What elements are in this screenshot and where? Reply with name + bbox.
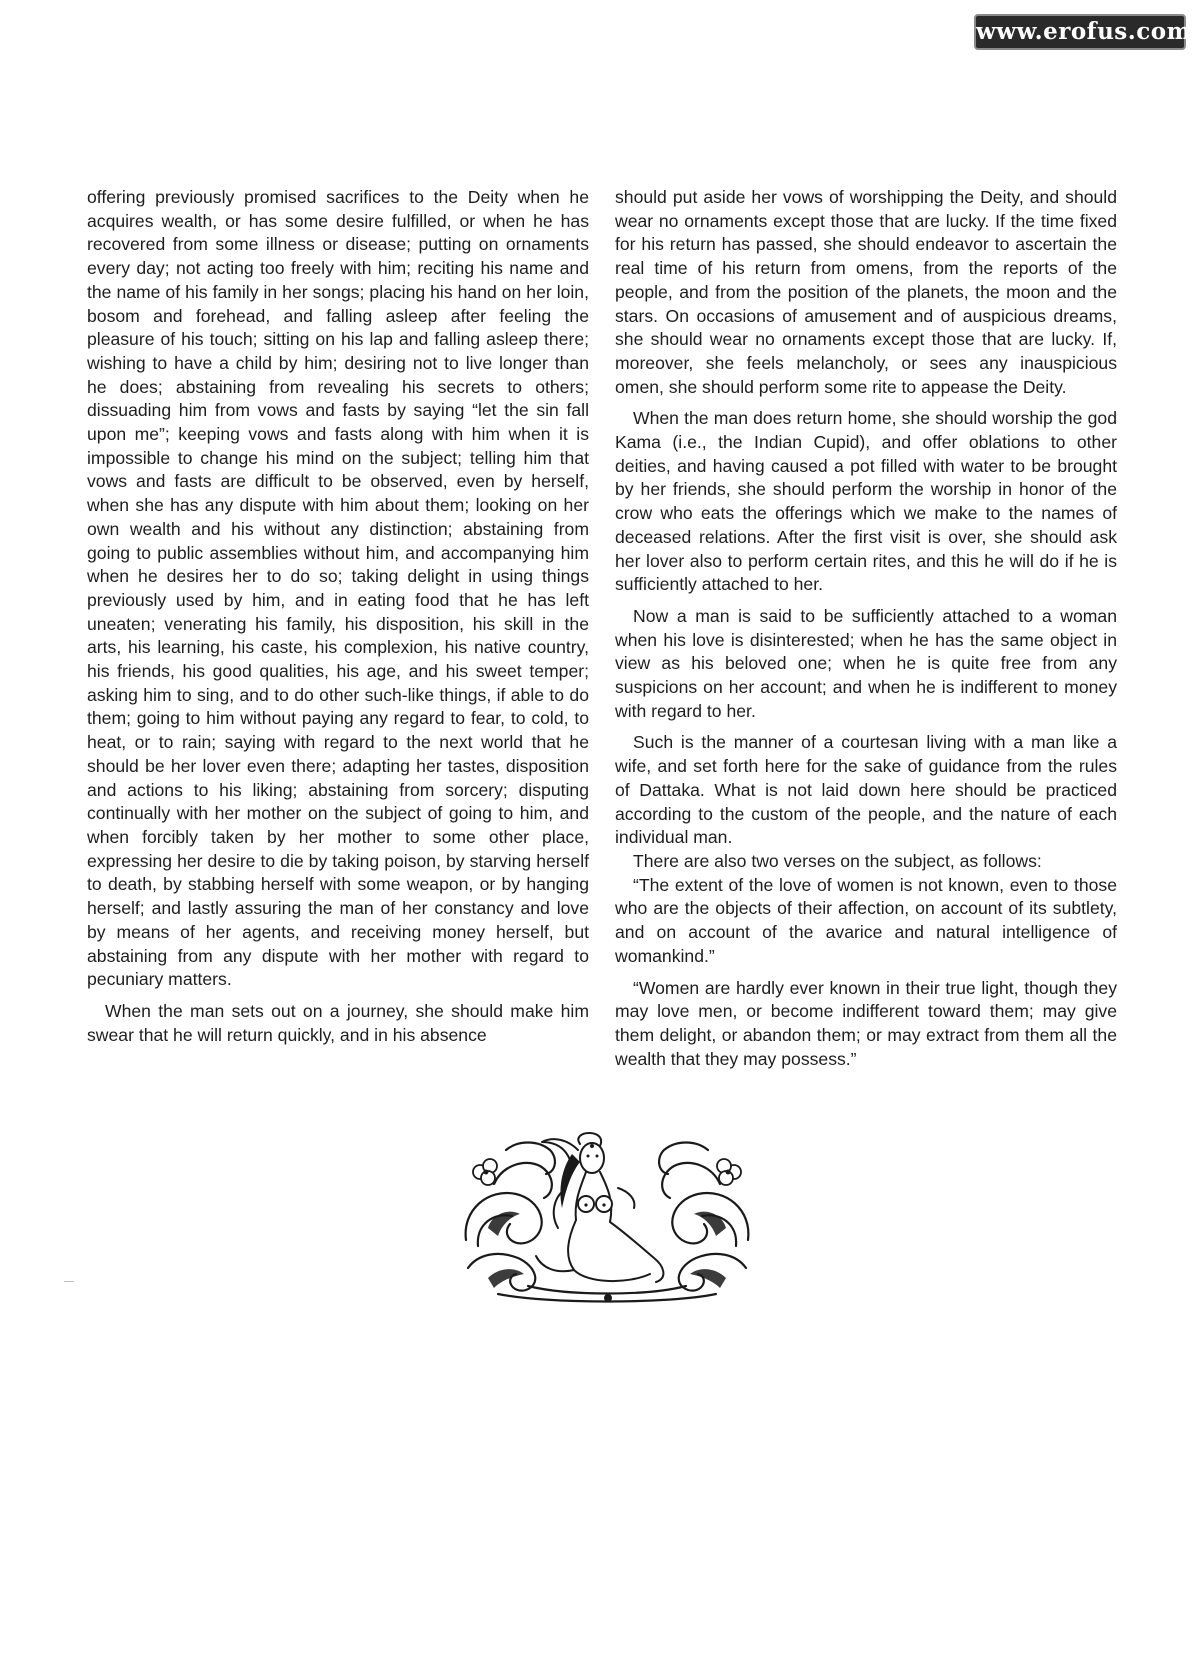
paragraph: “The extent of the love of women is not known, even to those who are the objects of their affection, on account of its subtlety, and on account of the avarice and natural intelligence of womankind.” xyxy=(615,874,1117,966)
paragraph: Such is the manner of a courtesan living with a man like a wife, and set forth here for the sake of guidance from the rules of Dattaka. What is not laid down here should be practiced according to the custom of the people, and the nature of each individual man. xyxy=(615,732,1117,848)
paragraph: When the man sets out on a journey, she should make him swear that he will return quickly, and in his absence xyxy=(87,1000,589,1045)
left-column xyxy=(87,186,589,1055)
paragraph: There are also two verses on the subject, as follows: xyxy=(633,850,1042,871)
paragraph: should put aside her vows of worshipping the Deity, and should wear no ornaments except those that are lucky. If the time fixed for his return has passed, she should endeavor to ascertain the real time of his return from omens, from the reports of the people, and from the position of the planets, the moon and the stars. On occasions of amusement and of auspicious dreams, she should wear no ornaments except those that are lucky. If, moreover, she feels melancholy, or sees any inauspicious omen, she should perform some rite to appease the Deity. xyxy=(615,187,1117,397)
paragraph: offering previously promised sacrifices to the Deity when he acquires wealth, or has some desire fulfilled, or when he has recovered from some illness or disease; putting on ornaments every day; not acting too freely with him; reciting his name and the name of his family in her songs; placing his hand on her loin, bosom and forehead, and falling asleep after feeling the pleasure of his touch; sitting on his lap and falling asleep there; wishing to have a child by him; desiring not to live longer than he does; abstaining from revealing his secrets to others; dissuading him from vows and fasts by saying “let the sin fall upon me”; keeping vows and fasts along with him when it is impossible to change his mind on the subject; telling him that vows and fasts are difficult to be observed, even by herself, when she has any dispute with him about them; looking on her own wealth and his without any distinction; abstaining from going to public assemblies without him, and accompanying him when he desires her to do so; taking delight in using things previously used by him, and in eating food that he has left uneaten; venerating his family, his disposition, his skill in the arts, his learning, his caste, his complexion, his native country, his friends, his good qualities, his age, and his sweet temper; asking him to sing, and to do other such-like things, if able to do them; going to him without paying any regard to fear, to cold, to heat, or to rain; saying with regard to the next world that he should be her lover even there; adapting her tastes, disposition and actions to his liking; abstaining from sorcery; disputing continually with her mother on the subject of going to him, and when forcibly taken by her mother to some other place, expressing her desire to die by taking poison, by starving herself to death, by stabbing herself with some weapon, or by hanging herself; and lastly assuring the man of her constancy and love by means of her agents, and receiving money herself, but abstaining from any dispute with her mother with regard to pecuniary matters. xyxy=(87,187,589,990)
right-column xyxy=(615,186,1117,1079)
paragraph: “Women are hardly ever known in their true light, though they may love men, or become indifferent toward them; may give them delight, or abandon them; or may extract from them all the wealth that they may possess.” xyxy=(615,977,1117,1069)
page-speck xyxy=(64,1281,74,1282)
paragraph: Now a man is said to be sufficiently attached to a woman when his love is disinterested; when he has the same object in view as his beloved one; when he is quite free from any suspicions on her account; and when he is indifferent to money with regard to her. xyxy=(615,605,1117,721)
reclining-woman-floral-vignette-icon xyxy=(458,1128,756,1306)
paragraph: When the man does return home, she should worship the god Kama (i.e., the Indian Cupid), and offer oblations to other deities, and having caused a pot filled with water to be brought by her friends, she should perform the worship in honor of the crow who eats the offerings which we make to the names of deceased relations. After the first visit is over, she should ask her lover also to perform certain rites, and this he will do if he is sufficiently attached to her. xyxy=(615,408,1117,595)
watermark: www.erofus.com xyxy=(974,14,1186,50)
